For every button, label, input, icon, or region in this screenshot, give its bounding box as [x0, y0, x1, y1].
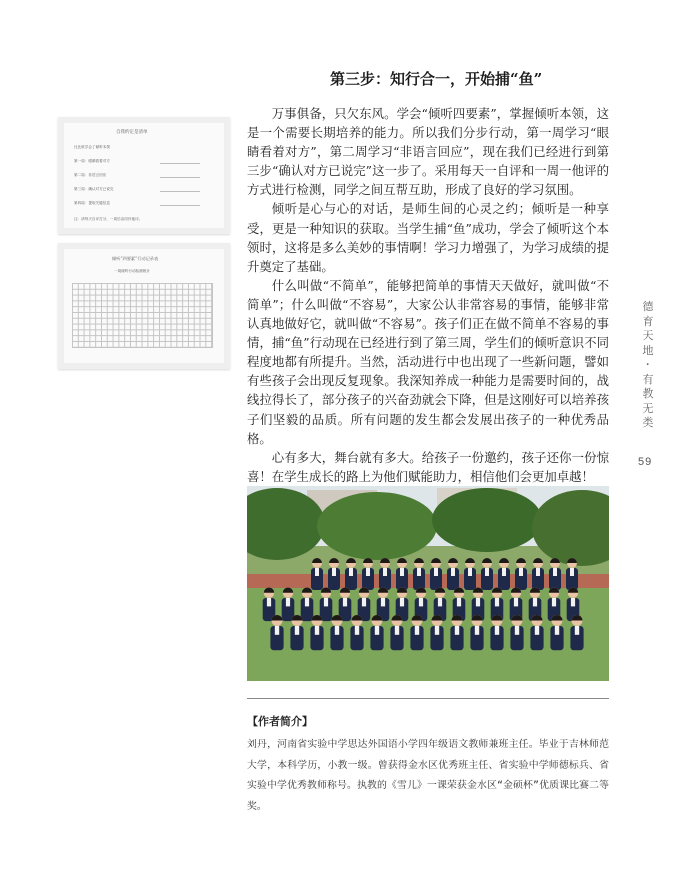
student-figure: [320, 588, 333, 622]
paragraph: 万事俱备，只欠东风。学会“倾听四要素”，掌握倾听本领，这是一个需要长期培养的能力。所以我们分步行动，第一周学习“眼睛看着对方”，第二周学习“非语言回应”，现在我们已经进行到第三步“确认对方已说完”这一步了。采用每天一自评和一周一他评的方式进行检测，同学之间互帮互助，形成了良好的学习氛围。: [247, 106, 609, 198]
checklist-line: 第四周：提取关键信息: [74, 201, 110, 205]
student-figure: [464, 558, 476, 590]
section-heading: 第三步：知行合一，开始捕“鱼”: [330, 70, 543, 88]
student-figure: [550, 615, 563, 650]
student-figure: [282, 588, 295, 622]
student-figure: [570, 615, 583, 650]
paragraph: 倾听是心与心的对话，是师生间的心灵之约；倾听是一种享受，更是一种知识的获取。当学生捕“鱼”成功，学会了倾听这个本领时，这将是多么美妙的事情啊！学习力增强了，为学习成绩的提升奠定了基础。: [247, 201, 609, 274]
student-figure: [311, 558, 323, 590]
grid-sheet-subtitle: 一周倾听行动检测统计: [114, 269, 150, 273]
side-label-separator: ·: [646, 359, 650, 371]
article-body: [247, 104, 609, 486]
student-figure: [430, 558, 442, 590]
class-group-photo: [247, 486, 609, 681]
student-figure: [490, 615, 503, 650]
student-figure: [450, 615, 463, 650]
student-figure: [430, 615, 443, 650]
score-blank: [160, 163, 200, 164]
side-label-char: 天: [642, 330, 654, 342]
checklist-line: 第一周：眼睛看着对方: [74, 159, 110, 163]
student-figure: [310, 615, 323, 650]
checklist-line: 第二周：非语言回应: [74, 173, 107, 177]
student-figure: [379, 558, 391, 590]
student-figure: [301, 588, 314, 622]
side-label-char: 地: [642, 344, 654, 357]
student-figure: [510, 615, 523, 650]
student-figure: [413, 558, 425, 590]
record-grid-sheet-photo: [58, 243, 230, 369]
score-blank: [160, 205, 200, 206]
student-figure: [290, 615, 303, 650]
student-figure: [370, 615, 383, 650]
student-figure: [390, 615, 403, 650]
student-figure: [532, 558, 544, 590]
student-figure: [270, 615, 283, 650]
page-number: 59: [638, 456, 653, 468]
student-figure: [498, 558, 510, 590]
student-figure: [345, 558, 357, 590]
student-figure: [481, 558, 493, 590]
side-label-char: 有: [642, 373, 654, 386]
student-figure: [328, 558, 340, 590]
student-figure: [350, 615, 363, 650]
grid-sheet-title: 倾听“四要素”行动记录表: [112, 256, 159, 261]
checklist-note: 注：请每天自评打分，一周后由同伴他评。: [74, 217, 143, 221]
student-figure: [362, 558, 374, 590]
grid-paper: [64, 249, 224, 363]
tree: [432, 488, 542, 552]
side-label-char: 德: [642, 301, 654, 313]
author-bio-text: 刘丹，河南省实验中学思达外国语小学四年级语文教师兼班主任。毕业于吉林师范大学，本科学历，小教一级。曾获得金水区优秀班主任、省实验中学师德标兵、省实验中学优秀教师称号。执教的《雪儿》一课荣获金水区“金硕杯”优质课比赛二等奖。: [247, 739, 609, 812]
tree: [317, 492, 437, 560]
group-photo-illustration: [247, 486, 609, 681]
checklist-paper: [64, 123, 224, 228]
author-bio-title: 【作者简介】: [247, 715, 313, 728]
checklist-sheet-photo: [58, 117, 230, 234]
side-label-char: 无: [642, 402, 654, 415]
student-figure: [515, 558, 527, 590]
divider: [247, 698, 609, 699]
column-side-label: [642, 300, 654, 431]
checklist-line: 第三周：确认对方已说完: [74, 187, 114, 191]
record-grid: [72, 283, 213, 348]
side-label-char: 教: [642, 388, 654, 400]
student-figure: [530, 615, 543, 650]
student-figure: [566, 558, 578, 590]
student-figure: [330, 615, 343, 650]
checklist-title: 自我约定是清单: [116, 130, 148, 135]
student-figure: [396, 558, 408, 590]
checklist-line: 比比谁学会了倾听本领: [74, 145, 110, 149]
side-label-char: 类: [642, 417, 654, 429]
student-figure: [410, 615, 423, 650]
score-blank: [160, 191, 200, 192]
students-group: [263, 558, 584, 650]
side-label-char: 育: [642, 315, 654, 328]
student-figure: [470, 615, 483, 650]
student-figure: [447, 558, 459, 590]
student-figure: [263, 588, 276, 622]
student-figure: [339, 588, 352, 622]
paragraph: 心有多大，舞台就有多大。给孩子一份邀约，孩子还你一份惊喜！在学生成长的路上为他们赋能助力，相信他们会更加卓越！: [247, 449, 609, 484]
paragraph: 什么叫做“不简单”，能够把简单的事情天天做好，就叫做“不简单”；什么叫做“不容易”，大家公认非常容易的事情，能够非常认真地做好它，就叫做“不容易”。孩子们正在做不简单不容易的事情，捕“鱼”行动现在已经进行到了第三周，学生们的倾听意识不同程度地都有所提升。当然，活动进行中也出现了一些新问题，譬如有些孩子会出现反复现象。我深知养成一种能力是需要时间的，战线拉得长了，部分孩子的兴奋劲就会下降，但是这刚好可以培养孩子们坚毅的品质。所有问题的发生都会发展出孩子的一种优秀品格。: [247, 277, 609, 446]
student-figure: [549, 558, 561, 590]
score-blank: [160, 177, 200, 178]
